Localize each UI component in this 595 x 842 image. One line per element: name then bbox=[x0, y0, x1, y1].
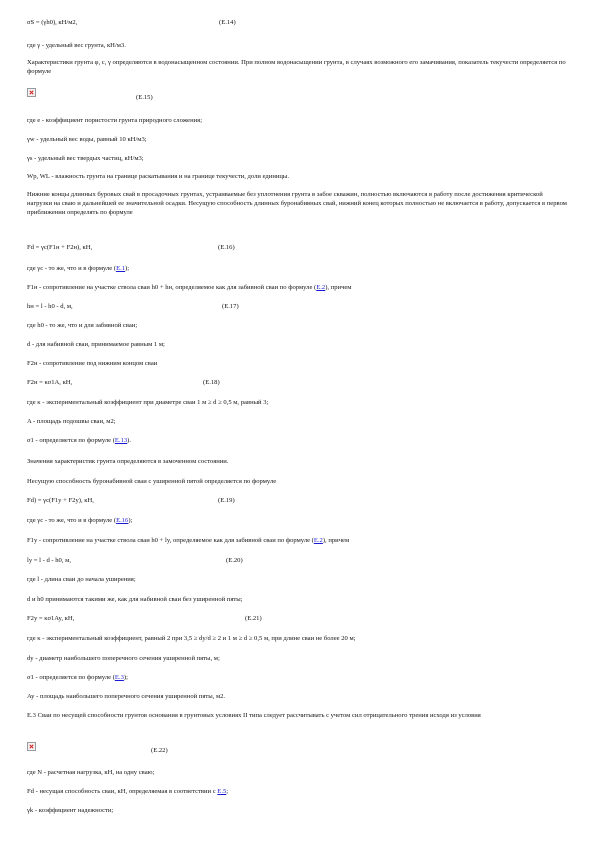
text-line: где γ - удельный вес грунта, кН/м3. bbox=[27, 42, 126, 49]
text-line: Несущую способность буронабивной сваи с уширенной пятой определяется по формуле bbox=[27, 478, 277, 485]
formula-e17: hн = l - h0 - d, м, bbox=[27, 303, 73, 310]
text-line: γw - удельный вес воды, равный 10 кН/м3; bbox=[27, 136, 147, 143]
formula-e21: F2y = κσ1Ay, кН, bbox=[27, 615, 75, 622]
text-line: где γc - то же, что и в формуле (Е.16); bbox=[27, 517, 133, 524]
equation-number: (Е.19) bbox=[218, 497, 235, 504]
text-line: где h0 - то же, что и для забивной сваи; bbox=[27, 322, 138, 329]
text-line: где l - длина сваи до начала уширения; bbox=[27, 576, 136, 583]
equation-number: (Е.15) bbox=[136, 94, 153, 101]
formula-link[interactable]: Е.16 bbox=[116, 517, 129, 524]
text-line: γs - удельный вес твердых частиц, кН/м3; bbox=[27, 155, 144, 162]
formula-e14: σS = (γh0), кН/м2, bbox=[27, 19, 78, 26]
formula-link[interactable]: Е.3 bbox=[114, 674, 124, 681]
paragraph: Характеристики грунта φ, c, γ определяются в водонасыщенном состоянии. При полном водонасыщении грунта, в случаях возможного его замачивания, показатель текучести определяется по формуле bbox=[27, 59, 566, 76]
equation-number: (Е.16) bbox=[218, 244, 235, 251]
text-line: Ay - площадь наибольшего поперечного сечения уширенной пяты, м2. bbox=[27, 693, 226, 700]
broken-image-icon bbox=[27, 742, 36, 751]
equation-number: (Е.22) bbox=[151, 747, 168, 754]
formula-link[interactable]: Е.2 bbox=[313, 537, 323, 544]
text-line: Wp, WL - влажность грунта на границе раскатывания и на границе текучести, доли единицы. bbox=[27, 173, 289, 180]
formula-link[interactable]: Е.13 bbox=[114, 437, 128, 444]
text-line: d - для набивной сваи, принимаемое равным 1 м; bbox=[27, 341, 165, 348]
equation-number: (Е.21) bbox=[245, 615, 262, 622]
equation-number: (Е.18) bbox=[203, 379, 220, 386]
text-line: σ1 - определяется по формуле (Е.13). bbox=[27, 437, 132, 444]
text-line: где N - расчетная нагрузка, кН, на одну сваю; bbox=[27, 769, 155, 776]
formula-link[interactable]: Е.2 bbox=[316, 284, 326, 291]
text-line: F2н - сопротивление под нижним концом сваи bbox=[27, 360, 158, 367]
text-line: A - площадь подошвы сваи, м2; bbox=[27, 418, 116, 425]
equation-number: (Е.20) bbox=[226, 557, 243, 564]
text-line: γk - коэффициент надежности; bbox=[27, 807, 114, 814]
formula-e18: F2н = κσ1A, кН, bbox=[27, 379, 73, 386]
formula-e20: ly = l - d - h0, м, bbox=[27, 557, 71, 564]
broken-image-icon bbox=[27, 88, 36, 97]
text-line: F1н - сопротивление на участке ствола сваи h0 + hн, определяемое как для забивной сваи по формуле (Е.2), причем bbox=[27, 284, 352, 291]
text-line: F1y - сопротивление на участке ствола сваи h0 + ly, определяемое как для забивной сваи по формуле (Е.2), причем bbox=[27, 537, 350, 544]
equation-number: (Е.17) bbox=[222, 303, 239, 310]
paragraph: Е.3 Сваи по несущей способности грунтов основания в грунтовых условиях II типа следует рассчитывать с учетом сил отрицательного трения исходя из условия bbox=[27, 712, 481, 719]
text-line: где e - коэффициент пористости грунта природного сложения; bbox=[27, 117, 203, 124]
text-line: σ1 - определяется по формуле (Е.3); bbox=[27, 674, 128, 681]
equation-number: (Е.14) bbox=[219, 19, 236, 26]
text-line: где κ - экспериментальный коэффициент, равный 2 при 3,5 ≥ dy/d ≥ 2 и 1 м ≥ d ≥ 0,5 м, при длине сваи не более 20 м; bbox=[27, 635, 356, 642]
formula-e16: Fd = γc(F1н + F2н), кН, bbox=[27, 244, 93, 251]
text-line: где κ - экспериментальный коэффициент при диаметре сваи 1 м ≥ d ≥ 0,5 м, равный 3; bbox=[27, 399, 269, 406]
formula-e19: Fd) = γc(F1y + F2y), кН, bbox=[27, 497, 94, 504]
paragraph: Нижние концы длинных буровых свай в просадочных грунтах, устраиваемые без уплотнения грунта в забое скважин, полностью включаются в работу после достижения критической нагрузки на сваю и дальнейшей ее значительной осадки. Несущую способность длинных буронабивных свай, нижний конец которых полностью не включается в работу, допускается в первом приближении определять по формуле bbox=[27, 191, 567, 217]
section-link[interactable]: Е.5 bbox=[217, 788, 227, 795]
text-line: где γc - то же, что и в формуле (Е.1); bbox=[27, 265, 130, 272]
formula-link[interactable]: Е.1 bbox=[116, 265, 126, 272]
text-line: Значения характеристик грунта определяются в замоченном состоянии. bbox=[27, 458, 229, 465]
text-line: dy - диаметр наибольшего поперечного сечения уширенной пяты, м; bbox=[27, 655, 220, 662]
text-line: d и h0 принимаются такими же, как для набивной сваи без уширенной пяты; bbox=[27, 596, 243, 603]
text-line: Fd - несущая способность сваи, кН, определяемая в соответствии с Е.5; bbox=[27, 788, 229, 795]
